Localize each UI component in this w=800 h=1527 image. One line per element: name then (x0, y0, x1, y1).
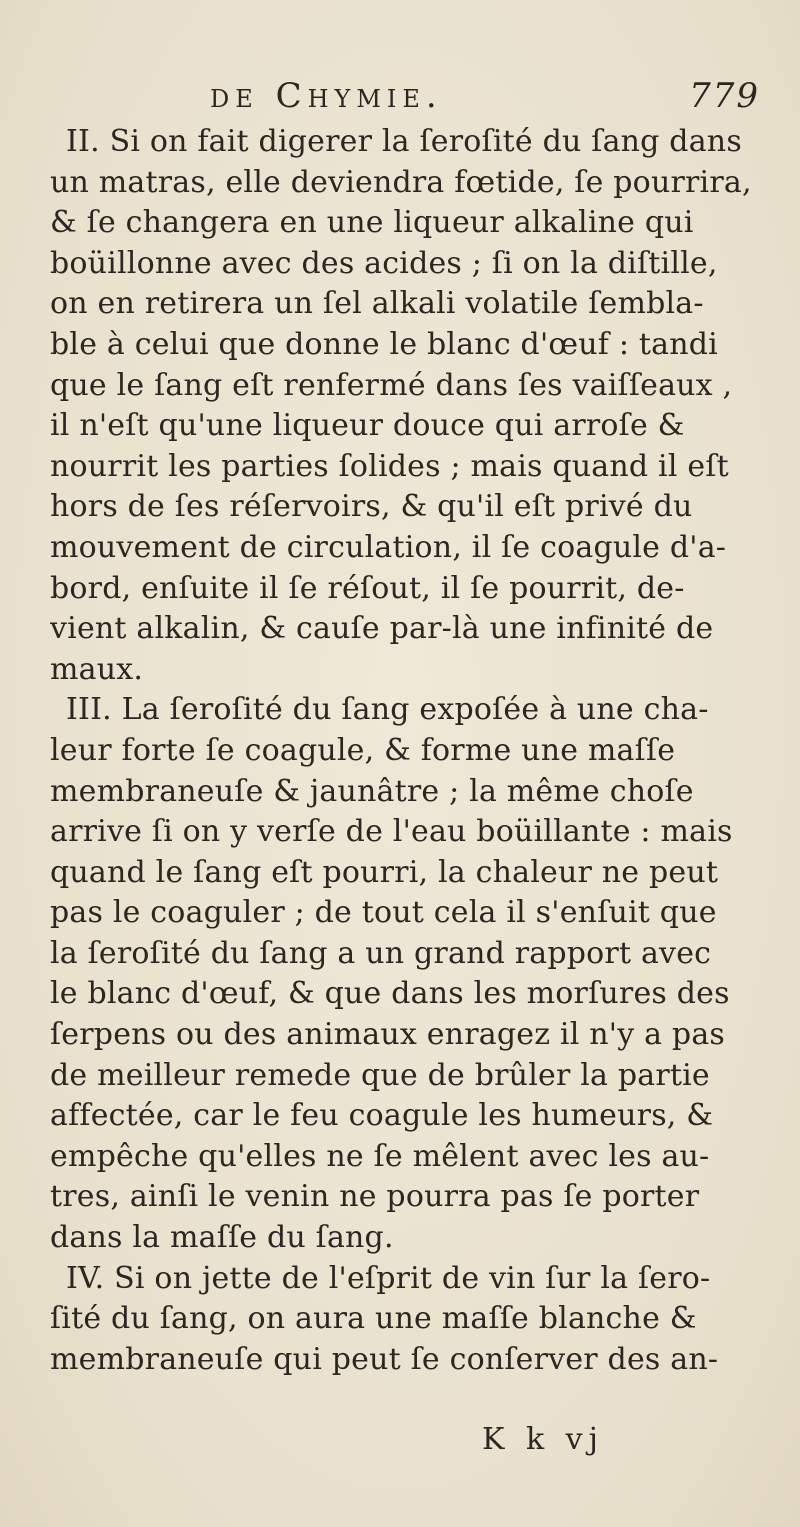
text-line: empêche qu'elles ne ſe mêlent avec les au- (50, 1138, 710, 1174)
text-line: membraneuſe qui peut ſe conſerver des an- (50, 1341, 719, 1377)
text-line: III. La ſeroſité du ſang expoſée à une cha- (66, 692, 709, 728)
text-line: il n'eſt qu'une liqueur douce qui arroſe & (50, 408, 685, 444)
text-line: & ſe changera en une liqueur alkaline qui (50, 205, 694, 241)
text-line: affectée, car le feu coagule les humeurs, & (50, 1098, 714, 1134)
text-line: IV. Si on jette de l'eſprit de vin ſur la ſero- (66, 1260, 711, 1296)
page-header (210, 76, 760, 116)
body-text (50, 122, 770, 1380)
text-line: le blanc d'œuf, & que dans les morſures des (50, 976, 730, 1012)
text-line: dans la maſſe du ſang. (50, 1220, 394, 1256)
text-line: tres, ainſi le venin ne pourra pas ſe porter (50, 1179, 700, 1215)
running-title: de Chymie. (210, 76, 443, 116)
text-line: de meilleur remede que de brûler la partie (50, 1057, 710, 1093)
text-line: bord, enſuite il ſe réſout, il ſe pourrit, de- (50, 570, 685, 606)
text-line: ble à celui que donne le blanc d'œuf : tandi (50, 326, 718, 362)
text-line: pas le coaguler ; de tout cela il s'enſuit que (50, 895, 717, 931)
text-line: quand le ſang eſt pourri, la chaleur ne peut (50, 854, 719, 890)
text-line: ſerpens ou des animaux enragez il n'y a pas (50, 1017, 726, 1053)
text-line: boüillonne avec des acides ; ſi on la diſtille, (50, 245, 718, 281)
text-line: membraneuſe & jaunâtre ; la même choſe (50, 773, 694, 809)
text-line: que le ſang eſt renfermé dans ſes vaiſſeaux , (50, 367, 733, 403)
text-line: hors de ſes réſervoirs, & qu'il eſt privé du (50, 489, 693, 525)
text-line: maux. (50, 651, 144, 687)
text-line: mouvement de circulation, il ſe coagule d'a- (50, 529, 727, 565)
text-line: ſité du ſang, on aura une maſſe blanche & (50, 1301, 697, 1337)
signature-mark: K k vj (482, 1422, 604, 1457)
text-line: arrive ſi on y verſe de l'eau boüillante : mais (50, 814, 733, 850)
text-line: II. Si on fait digerer la ſeroſité du ſang dans (66, 124, 742, 159)
text-line: on en retirera un ſel alkali volatile ſembla- (50, 286, 704, 322)
text-line: un matras, elle deviendra fœtide, ſe pourrira, (50, 164, 752, 200)
page-number: 779 (689, 76, 760, 116)
text-line: leur forte ſe coagule, & forme une maſſe (50, 732, 676, 768)
text-line: la ſeroſité du ſang a un grand rapport avec (50, 935, 712, 971)
text-line: nourrit les parties ſolides ; mais quand il eſt (50, 448, 729, 484)
text-line: vient alkalin, & cauſe par-là une infinité de (50, 611, 714, 647)
